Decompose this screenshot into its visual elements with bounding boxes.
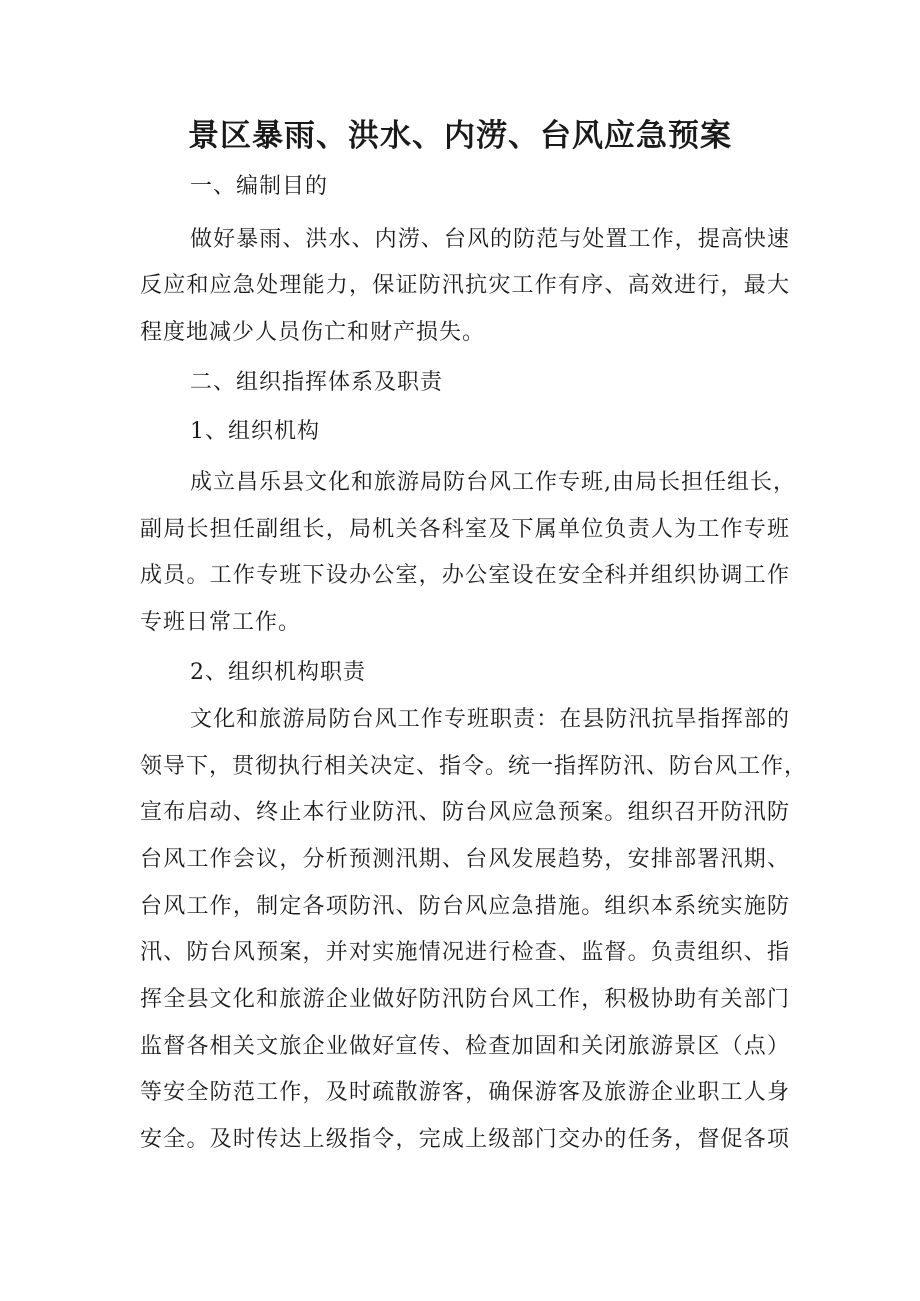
paragraph-line: 挥全县文化和旅游企业做好防汛防台风工作，积极协助有关部门 <box>140 987 790 1012</box>
paragraph-line: 领导下，贯彻执行相关决定、指令。统一指挥防汛、防台风工作， <box>140 754 808 779</box>
paragraph-line: 安全。及时传达上级指令，完成上级部门交办的任务，督促各项 <box>140 1127 790 1152</box>
section-heading: 二、组织指挥体系及职责 <box>190 370 444 395</box>
paragraph-line: 监督各相关文旅企业做好宣传、检查加固和关闭旅游景区（点） <box>140 1034 790 1059</box>
document-title: 景区暴雨、洪水、内涝、台风应急预案 <box>188 118 732 154</box>
section-heading: 1、组织机构 <box>190 419 320 444</box>
paragraph-line: 等安全防范工作，及时疏散游客，确保游客及旅游企业职工人身 <box>140 1080 790 1105</box>
paragraph-line: 副局长担任副组长，局机关各科室及下属单位负责人为工作专班 <box>140 517 790 542</box>
paragraph-line: 文化和旅游局防台风工作专班职责：在县防汛抗旱指挥部的 <box>190 707 790 732</box>
paragraph-line: 台风工作，制定各项防汛、防台风应急措施。组织本系统实施防 <box>140 894 790 919</box>
paragraph-line: 汛、防台风预案，并对实施情况进行检查、监督。负责组织、指 <box>140 940 790 965</box>
paragraph-line: 程度地减少人员伤亡和财产损失。 <box>140 320 486 345</box>
paragraph-line: 成员。工作专班下设办公室，办公室设在安全科并组织协调工作 <box>140 563 790 588</box>
paragraph-line: 反应和应急处理能力，保证防汛抗灾工作有序、高效进行，最大 <box>140 273 790 298</box>
paragraph-line: 专班日常工作。 <box>140 610 302 635</box>
paragraph-line: 台风工作会议，分析预测汛期、台风发展趋势，安排部署汛期、 <box>140 847 790 872</box>
paragraph-line: 成立昌乐县文化和旅游局防台风工作专班,由局长担任组长， <box>190 470 796 495</box>
paragraph-line: 做好暴雨、洪水、内涝、台风的防范与处置工作，提高快速 <box>190 227 790 252</box>
section-heading: 一、编制目的 <box>190 174 329 199</box>
section-heading: 2、组织机构职责 <box>190 660 366 685</box>
paragraph-line: 宣布启动、终止本行业防汛、防台风应急预案。组织召开防汛防 <box>140 800 790 825</box>
